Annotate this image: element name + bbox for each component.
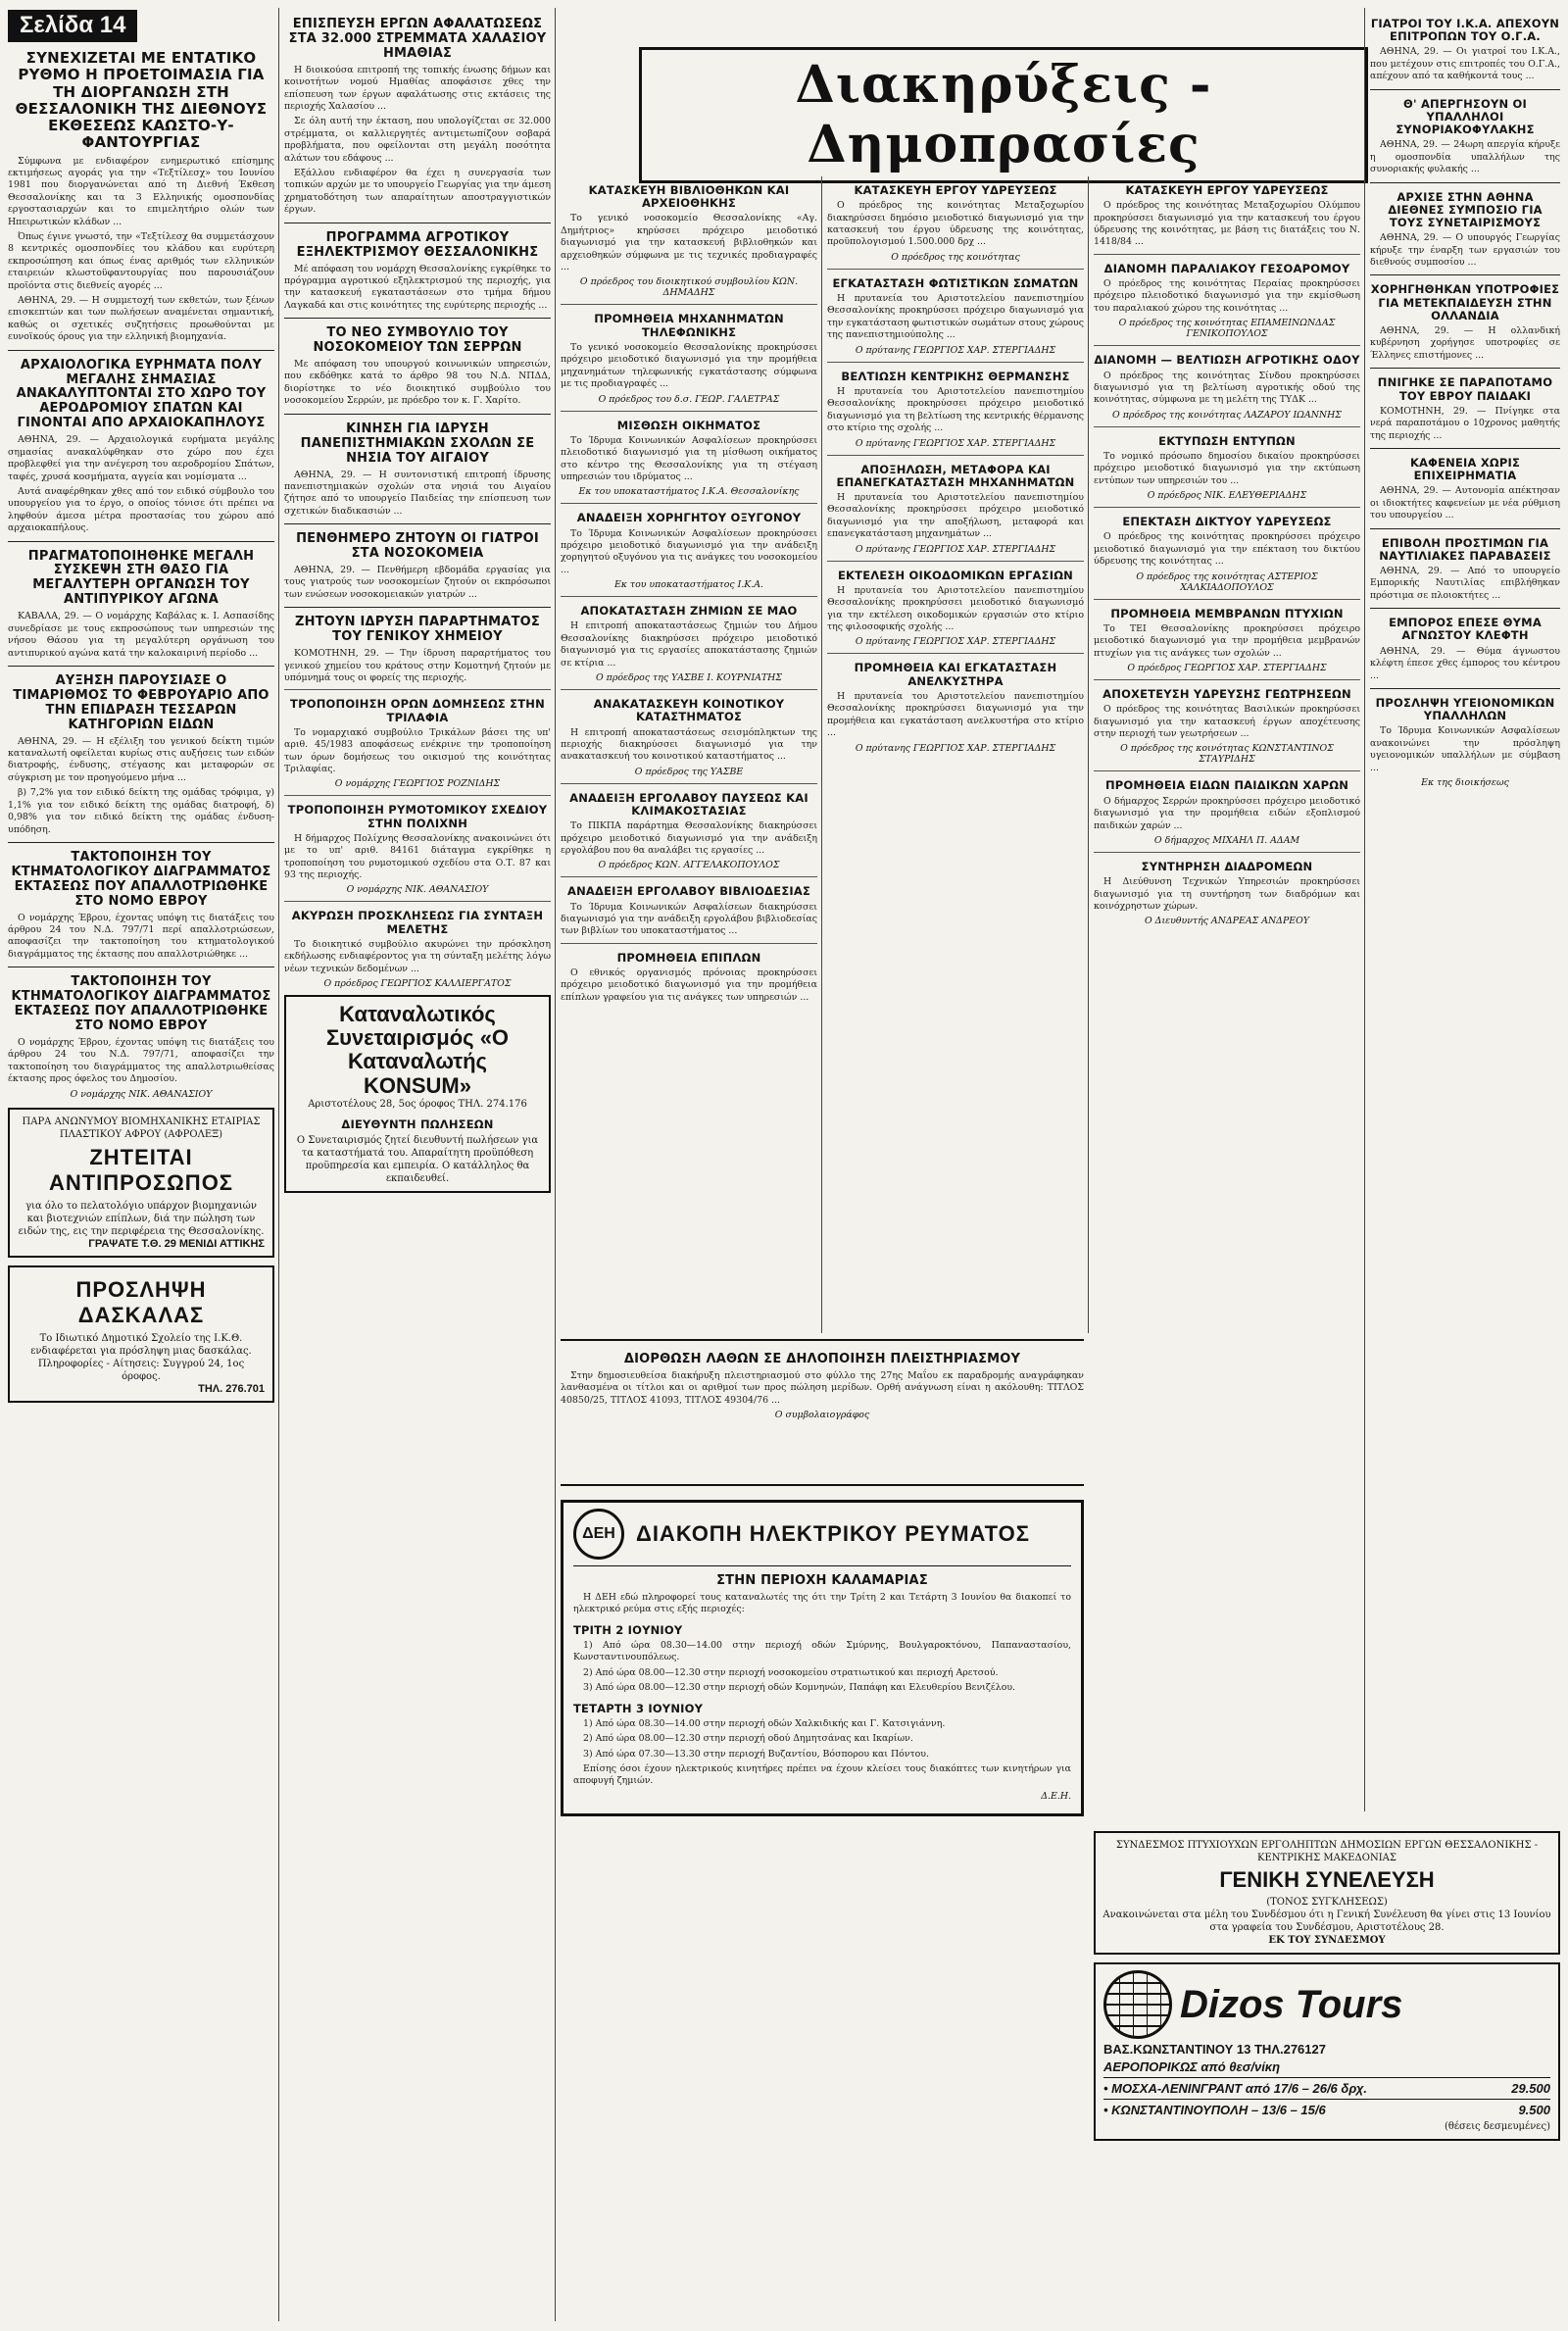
banner-wrap [639, 47, 1368, 187]
signature: Ο πρόεδρος της κοινότητας ΕΠΑΜΕΙΝΩΝΔΑΣ ΓΕΝΙΚΟΠΟΥΛΟΣ [1118, 318, 1336, 340]
column-3 [561, 176, 817, 1333]
signature: Ο πρύτανης ΓΕΩΡΓΙΟΣ ΧΑΡ. ΣΤΕΡΓΙΑΔΗΣ [855, 437, 1056, 449]
headline-drainage: ΑΠΟΧΕΤΕΥΣΗ ΥΔΡΕΥΣΗΣ ΓΕΩΤΡΗΣΕΩΝ [1102, 687, 1351, 702]
tours-address: ΒΑΣ.ΚΩΝΣΤΑΝΤΙΝΟΥ 13 ΤΗΛ.276127 [1103, 2042, 1326, 2057]
notice-text: Το Ίδρυμα Κοινωνικών Ασφαλίσεων προκηρύσσει πρόχειρο μειοδοτικό διαγωνισμό για την ανάδειξη χορηγητού οξυγόνου για τις ανάγκες του νοσοκομείου ... [561, 527, 817, 575]
ad-address: Αριστοτέλους 28, 5ος όροφος ΤΗΛ. 274.176 [308, 1098, 527, 1110]
article-text: ΑΘΗΝΑ, 29. — Ο υπουργός Γεωργίας κήρυξε την έναρξη των εργασιών του διεθνούς συμποσίου ... [1370, 232, 1560, 268]
ad-title: ΖΗΤΕΙΤΑΙ ΑΝΤΙΠΡΟΣΩΠΟΣ [48, 1144, 234, 1195]
divider [1370, 608, 1560, 609]
divider [1370, 688, 1560, 689]
headline-town-plan: ΤΡΟΠΟΠΟΙΗΣΗ ΡΥΜΟΤΟΜΙΚΟΥ ΣΧΕΔΙΟΥ ΣΤΗΝ ΠΟΛΙΧΝΗ [287, 803, 548, 830]
headline-doctors: ΠΕΝΘΗΜΕΡΟ ΖΗΤΟΥΝ ΟΙ ΓΙΑΤΡΟΙ ΣΤΑ ΝΟΣΟΚΟΜΕΙΑ [296, 531, 539, 562]
ad-konsum [284, 995, 551, 1193]
ad-dizos-tours [1094, 1962, 1560, 2141]
headline-building-terms: ΤΡΟΠΟΠΟΙΗΣΗ ΟΡΩΝ ΔΟΜΗΣΕΩΣ ΣΤΗΝ ΤΡΙΛΑΦΙΑ [290, 697, 545, 724]
article-text: Όπως έγινε γνωστό, την «Τεξτίλεσχ θα συμμετάσχουν 8 κεντρικές ομοσπονδίες του κλάδου και ευρύτερη εκπροσώπηση και όπως ένας αριθμός των ελληνικών εταιρειών κλωστοϋφαντουργίας που παρουσιάζουν προϊόντα στις διεθνείς αγορές ... [8, 230, 274, 291]
divider [8, 350, 274, 351]
headline-price-index: ΑΥΞΗΣΗ ΠΑΡΟΥΣΙΑΣΕ Ο ΤΙΜΑΡΙΘΜΟΣ ΤΟ ΦΕΒΡΟΥΑΡΙΟ ΑΠΟ ΤΗΝ ΕΠΙΔΡΑΣΗ ΤΕΣΣΑΡΩΝ ΚΑΤΗΓΟΡΙΩΝ ΕΙΔΩΝ [13, 672, 270, 732]
notice-text: Το γενικό νοσοκομείο Θεσσαλονίκης «Αγ. Δημήτριος» κηρύσσει πρόχειρο μειοδοτικό διαγωνισμό για την κατασκευή βιβλιοθηκών και αρχειοθηκών σύμφωνα με τις τεχνικές προδιαγραφές ... [561, 213, 817, 273]
notice-text: Η πρυτανεία του Αριστοτελείου πανεπιστημίου Θεσσαλονίκης προκηρύσσει μειοδοτικό διαγωνισμό για την εκτέλεση οικοδομικών εργασιών στο κτίριο της φιλοσοφικής σχολής ... [827, 584, 1084, 633]
signature: Εκ του υποκαταστήματος Ι.Κ.Α. Θεσσαλονίκης [578, 486, 800, 498]
notice-text: Το νομικό πρόσωπο δημοσίου δικαίου προκηρύσσει πρόχειρο μειοδοτικό διαγωνισμό για την εκτύπωση εντύπων των υπηρεσιών του ... [1094, 450, 1360, 486]
notice-closing: Επίσης όσοι έχουν ηλεκτρικούς κινητήρες πρέπει να έχουν κλείσει τους διακόπτες των κινητήρων για αποφυγή ζημιών. [573, 1763, 1071, 1787]
notice-header [573, 1509, 1071, 1566]
article-text: Ο νομάρχης Έβρου, έχοντας υπόψη τις διατάξεις του άρθρου 24 του Ν.Δ. 797/71, αποφασίζει την τακτοποίηση του διαγράμματος της απαλλοτριωθείσας έκτασης προς όφελος του Δημοσίου. [8, 1037, 274, 1085]
divider [561, 503, 817, 504]
column-rule [1364, 8, 1365, 1811]
headline-water-works: ΚΑΤΑΣΚΕΥΗ ΕΡΓΟΥ ΥΔΡΕΥΣΕΩΣ [854, 183, 1057, 197]
headline-evros-land-2: ΤΑΚΤΟΠΟΙΗΣΗ ΤΟΥ ΚΤΗΜΑΤΟΛΟΓΙΚΟΥ ΔΙΑΓΡΑΜΜΑΤΟΣ ΕΚΤΑΣΕΩΣ ΠΟΥ ΑΠΑΛΛΟΤΡΙΩΘΗΚΕ ΣΤΟ ΝΟΜΟ ΕΒΡΟΥ [11, 974, 271, 1034]
headline-scholarships: ΧΟΡΗΓΗΘΗΚΑΝ ΥΠΟΤΡΟΦΙΕΣ ΓΙΑ ΜΕΤΕΚΠΑΙΔΕΥΣΗ ΣΤΗΝ ΟΛΛΑΝΔΙΑ [1370, 282, 1560, 322]
signature: Ο δήμαρχος ΜΙΧΑΗΛ Π. ΑΔΑΜ [1153, 834, 1300, 846]
notice-text: Ο πρόεδρος της κοινότητας Περαίας προκηρύσσει πρόχειρο πλειοδοτικό διαγωνισμό για την εκμίσθωση του παραλιακού χώρου της κοινότητας ... [1094, 278, 1360, 314]
divider [1370, 448, 1560, 449]
divider [827, 269, 1084, 270]
tours-price: 29.500 [1511, 2081, 1550, 2096]
article-text: Εξάλλου ενδιαφέρον θα έχει η συνεργασία των τοπικών αρχών με το υπουργείο Γεωργίας για την άμεση χρηματοδότηση των απαραίτητων αποστραγγιστικών έργων. [284, 168, 551, 216]
headline-strike: Θ' ΑΠΕΡΓΗΣΟΥΝ ΟΙ ΥΠΑΛΛΗΛΟΙ ΣΥΝΟΡΙΑΚΟΦΥΛΑΚΗΣ [1396, 96, 1535, 137]
divider [561, 689, 817, 690]
article-text: β) 7,2% για τον ειδικό δείκτη της ομάδας τρόφιμα, γ) 1,1% για τον ειδικό δείκτη της ομάδας διατροφή, δ) 0,98% για τον ειδικό δείκτη της ομάδας ένδυση-υπόδηση. [8, 787, 274, 835]
notice-text: Στην δημοσιευθείσα διακήρυξη πλειστηριασμού στο φύλλο της 27ης Μαΐου εκ παραδρομής αναγράφηκαν λανθασμένα οι τίτλοι και οι αριθμοί των προς πώληση μερίδων. Ορθή ανάγνωση είναι η ακόλουθη: ΤΙΤΛΟΣ 40850/25, ΤΙΤΛΟΣ 41093, ΤΙΤΛΟΣ 49304/76 ... [561, 1369, 1084, 1406]
signature: Ο πρόεδρος της ΥΑΣΒΕ [634, 766, 744, 777]
divider [1094, 254, 1360, 255]
divider [1094, 852, 1360, 853]
article-text: ΚΑΒΑΛΑ, 29. — Ο νομάρχης Καβάλας κ. Ι. Ασπασίδης συνεδρίασε με τους εκπροσώπους των υπηρεσιών της νήσου Θάσου για τη μεγαλύτερη οργάνωση του αντιπυρικού αγώνα κατά την καλοκαιρινή περίοδο ... [8, 611, 274, 659]
headline-elevator: ΠΡΟΜΗΘΕΙΑ ΚΑΙ ΕΓΚΑΤΑΣΤΑΣΗ ΑΝΕΛΚΥΣΤΗΡΑ [854, 661, 1057, 688]
notice-text: Ο πρόεδρος της κοινότητας προκηρύσσει πρόχειρο μειοδοτικό διαγωνισμό για την επέκταση του δικτύου ύδρευσης της κοινότητας ... [1094, 531, 1360, 568]
notice-text: Το Ίδρυμα Κοινωνικών Ασφαλίσεων διακηρύσσει διαγωνισμό για την ανάδειξη εργολάβου βιβλιοδεσίας των βιβλίων του υποκαταστήματος ... [561, 901, 817, 937]
divider [284, 689, 551, 690]
divider [284, 795, 551, 796]
notice-text: Η πρυτανεία του Αριστοτελείου πανεπιστημίου Θεσσαλονίκης προκηρύσσει διαγωνισμό για την προμήθεια και εγκατάσταση ανελκυστήρα στο κτίριο ... [827, 690, 1084, 739]
notice-day-2: ΤΕΤΑΡΤΗ 3 ΙΟΥΝΙΟΥ [573, 1701, 704, 1715]
notice-text: Η πρυτανεία του Αριστοτελείου πανεπιστημίου Θεσσαλονίκης προκηρύσσει πρόχειρο διαγωνισμό για την εγκατάσταση φωτιστικών σωμάτων στους χώρους της πανεπιστημιούπολης ... [827, 293, 1084, 341]
column-rule [555, 8, 556, 2321]
divider [561, 783, 817, 784]
tours-destination: • ΚΩΝΣΤΑΝΤΙΝΟΥΠΟΛΗ – 13/6 – 15/6 [1103, 2103, 1326, 2117]
headline-hospital-board: ΤΟ ΝΕΟ ΣΥΜΒΟΥΛΙΟ ΤΟΥ ΝΟΣΟΚΟΜΕΙΟΥ ΤΩΝ ΣΕΡΡΩΝ [313, 325, 522, 356]
divider [1094, 679, 1360, 680]
notice-text: Ο εθνικός οργανισμός πρόνοιας προκηρύσσει πρόχειρο μειοδοτικό διαγωνισμό για την προμήθεια επίπλων γραφείου για τις ανάγκες των υπηρεσιών ... [561, 967, 817, 1003]
tours-destination: • ΜΟΣΧΑ-ΛΕΝΙΝΓΡΑΝΤ από 17/6 – 26/6 δρχ. [1103, 2081, 1367, 2096]
notice-text: Ο δήμαρχος Σερρών προκηρύσσει πρόχειρο μειοδοτικό διαγωνισμό για την προμήθεια ειδών εξοπλισμού παιδικών χαρών ... [1094, 795, 1360, 831]
page-number-label: Σελίδα 14 [8, 10, 137, 42]
headline-thasos-fire: ΠΡΑΓΜΑΤΟΠΟΙΗΘΗΚΕ ΜΕΓΑΛΗ ΣΥΣΚΕΨΗ ΣΤΗ ΘΑΣΟ ΓΙΑ ΜΕΓΑΛΥΤΕΡΗ ΟΡΓΑΝΩΣΗ ΤΟΥ ΑΝΤΙΠΥΡΙΚΟΥ ΑΓΩΝΑ [27, 548, 255, 608]
bottom-right-ads [1094, 1823, 1560, 2313]
divider [8, 842, 274, 843]
globe-icon [1103, 1970, 1172, 2039]
ad-representative [8, 1108, 274, 1258]
ad-signature: ΕΚ ΤΟΥ ΣΥΝΔΕΣΜΟΥ [1268, 1935, 1386, 1946]
notice-intro: Η ΔΕΗ εδώ πληροφορεί τους καταναλωτές της ότι την Τρίτη 2 και Τετάρτη 3 Ιουνίου θα διακοπεί το ηλεκτρικό ρεύμα στις εξής περιοχές: [573, 1591, 1071, 1615]
notice-text: Ο πρόεδρος της κοινότητας Βασιλικών προκηρύσσει διαγωνισμό για την κατασκευή έργων αποχέτευσης στην περιοχή των γεωτρήσεων ... [1094, 704, 1360, 740]
column-4 [827, 176, 1084, 1333]
signature: Ο πρόεδρος της κοινότητας [891, 251, 1020, 263]
column-rule [821, 176, 822, 1333]
ad-general-assembly [1094, 1831, 1560, 1955]
article-text: ΑΘΗΝΑ, 29. — Πενθήμερη εβδομάδα εργασίας για τους γιατρούς των νοσοκομείων ζητούν οι εκπρόσωποι των ενώσεων νοσοκομειακών γιατρών ... [284, 565, 551, 600]
notice-text: Το νομαρχιακό συμβούλιο Τρικάλων βάσει της υπ' αριθ. 45/1983 αποφάσεως ενέκρινε την τροποποίηση των όρων δομήσεως του οικισμού της κοινότητας Τριλαφίας. [284, 726, 551, 774]
divider [827, 561, 1084, 562]
headline-desalination: ΕΠΙΣΠΕΥΣΗ ΕΡΓΩΝ ΑΦΑΛΑΤΩΣΕΩΣ ΣΤΑ 32.000 ΣΤΡΕΜΜΑΤΑ ΧΑΛΑΣΙΟΥ ΗΜΑΘΙΑΣ [288, 17, 547, 61]
notice-day-1: ΤΡΙΤΗ 2 ΙΟΥΝΙΟΥ [573, 1622, 683, 1637]
headline-phone-machines: ΠΡΟΜΗΘΕΙΑ ΜΗΧΑΝΗΜΑΤΩΝ ΤΗΛΕΦΩΝΙΚΗΣ [594, 312, 784, 339]
ad-title: ΓΕΝΙΚΗ ΣΥΝΕΛΕΥΣΗ [1219, 1867, 1435, 1892]
column-2 [284, 10, 551, 2323]
headline-damages: ΑΠΟΚΑΤΑΣΤΑΣΗ ΖΗΜΙΩΝ ΣΕ ΜΑΟ [580, 604, 798, 619]
ad-phone: ΤΗΛ. 276.701 [198, 1382, 265, 1395]
section-banner [639, 47, 1368, 183]
article-text: Μέ απόφαση του νομάρχη Θεσσαλονίκης εγκρίθηκε το πρόγραμμα αγροτικού εξηλεκτρισμού της περιοχής, για την κατασκευή εγκαταστάσεων στο τμήμα δήμου Λαγκαδά και στις κοινότητες της ευρύτερης περιοχής ... [284, 263, 551, 311]
outage-item: 1) Από ώρα 08.30—14.00 στην περιοχή οδών Χαλκιδικής και Γ. Κατσιγιάννη. [583, 1717, 946, 1729]
signature: Εκ της διοικήσεως [1421, 776, 1509, 788]
outage-item: 3) Από ώρα 08.00—12.30 στην περιοχή οδών Κομνηνών, Παπάφη και Ελευθερίου Βενιζέλου. [583, 1682, 1016, 1694]
divider [284, 318, 551, 319]
article-text: Σε όλη αυτή την έκταση, που υπολογίζεται σε 32.000 στρέμματα, οι καλλιεργητές αντιμετωπίζουν σοβαρά προβλήματα, που οφείλονται στη μεγάλη ποσότητα αλάτων του εδάφους ... [284, 116, 551, 164]
signature: Ο πρόεδρος ΝΙΚ. ΕΛΕΥΘΕΡΙΑΔΗΣ [1147, 490, 1307, 502]
signature: Ο Διευθυντής ΑΝΔΡΕΑΣ ΑΝΔΡΕΟΥ [1145, 916, 1309, 927]
tours-price: 9.500 [1518, 2103, 1550, 2117]
ad-description: Ο Συνεταιρισμός ζητεί διευθυντή πωλήσεων για τα καταστήματά του. Απαραίτητη προϋπόθεση προϋπηρεσία και εμπειρία. Ο κατάλληλος θα εκπαιδευθεί. [296, 1135, 539, 1185]
tours-brand: Dizos Tours [1180, 1982, 1403, 2026]
article-text: Σύμφωνα με ενδιαφέρον ενημερωτικό επίσημης εκτιμήσεως αγοράς για την «Τεξτίλεσχ» του Ιουνίου 1981 που διοργανώνεται από τη Διεθνή Έκθεση Θεσσαλονίκης και τα 3 Ελληνικής ομοσπονδίας εργοστασιαρχών και το επιμελητήριο ολών των Ηπειρωτικών κλάδων ... [8, 155, 274, 227]
signature: Ο νομάρχης ΝΙΚ. ΑΘΑΝΑΣΙΟΥ [346, 884, 489, 896]
article-text: ΑΘΗΝΑ, 29. — Η ολλανδική κυβέρνηση χορήγησε υποτροφίες σε Έλληνες επιστήμονες ... [1370, 325, 1560, 361]
headline-electrification: ΠΡΟΓΡΑΜΜΑ ΑΓΡΟΤΙΚΟΥ ΕΞΗΛΕΚΤΡΙΣΜΟΥ ΘΕΣΣΑΛΟΝΙΚΗΣ [296, 229, 539, 260]
notice-text: Το ΤΕΙ Θεσσαλονίκης προκηρύσσει πρόχειρο μειοδοτικό διαγωνισμό για την προμήθεια μεμβρανών πτυχίων για τις ανάγκες των σχολών ... [1094, 622, 1360, 659]
headline-hiring: ΠΡΟΣΛΗΨΗ ΥΓΕΙΟΝΟΜΙΚΩΝ ΥΠΑΛΛΗΛΩΝ [1375, 695, 1555, 723]
ad-contact: ΓΡΑΨΑΤΕ Τ.Θ. 29 ΜΕΝΙΔΙ ΑΤΤΙΚΗΣ [88, 1237, 265, 1250]
headline-contractor: ΑΝΑΔΕΙΞΗ ΕΡΓΟΛΑΒΟΥ ΠΑΥΣΕΩΣ ΚΑΙ ΚΛΙΜΑΚΟΣΤΑΣΙΑΣ [569, 790, 808, 818]
divider [561, 304, 817, 305]
tours-note: (θέσεις δεσμευμένες) [1444, 2121, 1550, 2132]
ad-title: ΠΡΟΣΛΗΨΗ ΔΑΣΚΑΛΑΣ [75, 1276, 207, 1327]
notice-text: Η επιτροπή αποκαταστάσεως ζημιών του Δήμου Θεσσαλονίκης διακηρύσσει πρόχειρο μειοδοτικό διαγωνισμό για τις εργασίες αποκατάστασης ζημιών σε κτίρια ... [561, 620, 817, 669]
divider [827, 362, 1084, 363]
signature: Ο πρύτανης ΓΕΩΡΓΙΟΣ ΧΑΡ. ΣΤΕΡΓΙΑΔΗΣ [855, 543, 1056, 555]
notice-area: ΣΤΗΝ ΠΕΡΙΟΧΗ ΚΑΛΑΜΑΡΙΑΣ [716, 1573, 928, 1588]
divider [561, 943, 817, 944]
article-text: Ο νομάρχης Έβρου, έχοντας υπόψη τις διατάξεις του άρθρου 24 του Ν.Δ. 797/71 περί απαλλοτριώσεων, αποφασίζει την τακτοποίηση του κτηματολογικού διαγράμματος της έκτασης που απαλλοτριώθηκε ... [8, 912, 274, 960]
headline-beach-lease: ΔΙΑΝΟΜΗ ΠΑΡΑΛΙΑΚΟΥ ΓΕΣΟΑΡΟΜΟΥ [1103, 261, 1350, 275]
headline-bookbinding: ΑΝΑΔΕΙΞΗ ΕΡΓΟΛΑΒΟΥ ΒΙΒΛΙΟΔΕΣΙΑΣ [566, 884, 811, 899]
divider [284, 414, 551, 415]
divider [284, 607, 551, 608]
ad-title: Καταναλωτικός Συνεταιρισμός «Ο Καταναλωτής KONSUM» [325, 1002, 510, 1098]
outage-item: 3) Από ώρα 07.30—13.30 στην περιοχή Βυζαντίου, Βόσπορου και Πόντου. [583, 1748, 929, 1760]
power-outage-notice [561, 1500, 1084, 1816]
signature: Ο πρύτανης ΓΕΩΡΓΙΟΣ ΧΑΡ. ΣΤΕΡΓΙΑΔΗΣ [855, 742, 1056, 754]
divider [284, 901, 551, 902]
divider [8, 541, 274, 542]
signature: Ο πρόεδρος της κοινότητας ΛΑΖΑΡΟΥ ΙΩΑΝΝΗΣ [1112, 409, 1342, 421]
article-text: ΑΘΗΝΑ, 29. — Η εξέλιξη του γενικού δείκτη τιμών καταναλωτή οφείλεται κυρίως στις αυξήσεις των ειδών διατροφής, ένδυσης, στέγασης και μεταφορών σε σύγκριση με τον προηγούμενο μήνα ... [8, 735, 274, 783]
divider [1370, 528, 1560, 529]
column-6 [1370, 10, 1560, 1813]
divider [1094, 770, 1360, 771]
tours-offer [1103, 2077, 1550, 2099]
headline-construction: ΕΚΤΕΛΕΣΗ ΟΙΚΟΔΟΜΙΚΩΝ ΕΡΓΑΣΙΩΝ [837, 568, 1073, 582]
outage-item: 1) Από ώρα 08.30—14.00 στην περιοχή οδών Σμύρνης, Βουλγαροκτόνου, Παπαναστασίου, Κωνσταντινουπόλεως. [573, 1639, 1071, 1663]
divider [284, 523, 551, 524]
tours-offer [1103, 2099, 1550, 2120]
article-text: Με απόφαση του υπουργού κοινωνικών υπηρεσιών, που εκδόθηκε κατά το άρθρο 98 του Ν.Δ. ΝΠΔΔ, διορίστηκε το νέο διοικητικό συμβούλιο του νοσοκομείου Σερρών, με πρόεδρο τον κ. Γ. Χαρίτο. [284, 359, 551, 407]
column-rule [278, 8, 279, 2321]
tours-heading: ΑΕΡΟΠΟΡΙΚΩΣ από θεσ/νίκη [1103, 2059, 1281, 2074]
headline-ika-doctors: ΓΙΑΤΡΟΙ ΤΟΥ Ι.Κ.Α. ΑΠΕΧΟΥΝ ΕΠΙΤΡΟΠΩΝ ΤΟΥ Ο.Γ.Α. [1370, 17, 1560, 44]
divider [561, 411, 817, 412]
headline-lease: ΜΙΣΘΩΣΗ ΟΙΚΗΜΑΤΟΣ [616, 418, 761, 432]
headline-chem-lab: ΖΗΤΟΥΝ ΙΔΡΥΣΗ ΠΑΡΑΡΤΗΜΑΤΟΣ ΤΟΥ ΓΕΝΙΚΟΥ ΧΗΜΕΙΟΥ [295, 615, 540, 645]
notice-text: Η επιτροπή αποκαταστάσεως σεισμόπληκτων της περιοχής διακηρύσσει διαγωνισμό για την ανακατασκευή του κοινοτικού καταστήματος ... [561, 726, 817, 763]
headline-rebuild: ΑΝΑΚΑΤΑΣΚΕΥΗ ΚΟΙΝΟΤΙΚΟΥ ΚΑΤΑΣΤΗΜΑΤΟΣ [593, 697, 785, 724]
headline-correction: ΔΙΟΡΘΩΣΗ ΛΑΘΩΝ ΣΕ ΔΗΛΟΠΟΙΗΣΗ ΠΛΕΙΣΤΗΡΙΑΣΜΟΥ [623, 1352, 1021, 1366]
article-text: ΚΟΜΟΤΗΝΗ, 29. — Πνίγηκε στα νερά παραποτάμου ο 10χρονος μαθητής της περιοχής ... [1370, 405, 1560, 441]
signature: Ο πρόεδρος της ΥΑΣΒΕ Ι. ΚΟΥΡΝΙΑΤΗΣ [596, 672, 782, 684]
headline-cafes: ΚΑΦΕΝΕΙΑ ΧΩΡΙΣ ΕΠΙΧΕΙΡΗΜΑΤΙΑ [1409, 455, 1521, 483]
notice-text: Το ΠΙΚΠΑ παράρτημα Θεσσαλονίκης διακηρύσσει πρόχειρο μειοδοτικό διαγωνισμό για την ανάδειξη εργολάβου που θα αναλάβει τις εργασίες ... [561, 820, 817, 856]
headline-fines: ΕΠΙΒΟΛΗ ΠΡΟΣΤΙΜΩΝ ΓΙΑ ΝΑΥΤΙΛΙΑΚΕΣ ΠΑΡΑΒΑΣΕΙΣ [1379, 535, 1551, 563]
headline-cancellation: ΑΚΥΡΩΣΗ ΠΡΟΣΚΛΗΣΕΩΣ ΓΙΑ ΣΥΝΤΑΞΗ ΜΕΛΕΤΗΣ [291, 909, 544, 936]
headline-archaeology: ΑΡΧΑΙΟΛΟΓΙΚΑ ΕΥΡΗΜΑΤΑ ΠΟΛΥ ΜΕΓΑΛΗΣ ΣΗΜΑΣΙΑΣ ΑΝΑΚΑΛΥΠΤΟΝΤΑΙ ΣΤΟ ΧΩΡΟ ΤΟΥ ΑΕΡΟΔΡΟΜΙΟΥ ΣΠΑΤΩΝ ΚΑΙ ΓΙΝΟΝΤΑΙ ΑΠΟ ΑΡΧΑΙΟΚΑΠΗΛΟΥΣ [16, 357, 267, 431]
ad-subtitle: (ΤΟΝΟΣ ΣΥΓΚΛΗΣΕΩΣ) [1266, 1897, 1388, 1908]
divider [1094, 507, 1360, 508]
article-text: ΑΘΗΝΑ, 29. — Θύμα άγνωστου κλέφτη έπεσε χθες έμπορος του κέντρου ... [1370, 645, 1560, 681]
headline-heating: ΒΕΛΤΙΩΣΗ ΚΕΝΤΡΙΚΗΣ ΘΕΡΜΑΝΣΗΣ [841, 369, 1070, 383]
signature: Ο πρύτανης ΓΕΩΡΓΙΟΣ ΧΑΡ. ΣΤΕΡΓΙΑΔΗΣ [855, 344, 1056, 356]
signature: Ο πρόεδρος ΓΕΩΡΓΙΟΣ ΚΑΛΛΙΕΡΓΑΤΟΣ [323, 978, 512, 990]
outage-item: 2) Από ώρα 08.00—12.30 στην περιοχή νοσοκομείου στρατιωτικού και περιοχή Αρετσού. [583, 1666, 999, 1678]
signature: Ο πρόεδρος της κοινότητας ΑΣΤΕΡΙΟΣ ΧΑΛΚΙΑΔΟΠΟΥΛΟΣ [1136, 570, 1318, 593]
notice-text: Ο πρόεδρος της κοινότητας Μεταξοχωρίου Ολύμπου προκηρύσσει διαγωνισμό για την κατασκευή του έργου ύδρευσης της κοινότητας, με βάση τις διατάξεις του Ν. 1418/84 ... [1094, 200, 1360, 248]
signature: Εκ του υποκαταστήματος Ι.Κ.Α. [613, 579, 764, 591]
signature: Ο συμβολαιογράφος [774, 1410, 870, 1421]
notice-text: Το διοικητικό συμβούλιο ακυρώνει την πρόσκληση εκδήλωσης ενδιαφέροντος για τη σύνταξη μελέτης λόγω νέων τεχνικών δεδομένων ... [284, 938, 551, 974]
tours-logo [1103, 1970, 1550, 2039]
divider [8, 666, 274, 667]
notice-text: Το Ίδρυμα Κοινωνικών Ασφαλίσεων προκηρύσσει πλειοδοτικό διαγωνισμό για τη μίσθωση οικήματος στο κέντρο της Θεσσαλονίκης για τη στέγαση υπηρεσιών του ιδρύματος ... [561, 434, 817, 482]
signature: Ο πρύτανης ΓΕΩΡΓΙΟΣ ΧΑΡ. ΣΤΕΡΓΙΑΔΗΣ [855, 636, 1056, 648]
notice-text: Η Διεύθυνση Τεχνικών Υπηρεσιών προκηρύσσει διαγωνισμό για τη συντήρηση των διαδρόμων και κοινόχρηστων χώρων. [1094, 876, 1360, 912]
signature: Ο πρόεδρος ΚΩΝ. ΑΓΓΕΛΑΚΟΠΟΥΛΟΣ [598, 860, 780, 871]
ad-org: ΣΥΝΔΕΣΜΟΣ ΠΤΥΧΙΟΥΧΩΝ ΕΡΓΟΛΗΠΤΩΝ ΔΗΜΟΣΙΩΝ ΕΡΓΩΝ ΘΕΣΣΑΛΟΝΙΚΗΣ - ΚΕΝΤΡΙΚΗΣ ΜΑΚΕΔΟΝΙΑΣ [1115, 1840, 1539, 1863]
signature: Ο πρόεδρος του δ.σ. ΓΕΩΡ. ΓΑΛΕΤΡΑΣ [598, 393, 780, 405]
divider [1094, 426, 1360, 427]
dei-logo-icon: ΔΕΗ [573, 1509, 624, 1560]
divider [1094, 345, 1360, 346]
dei-notice-wrap [561, 1492, 1084, 2311]
article-text: ΑΘΗΝΑ, 29. — Από το υπουργείο Εμπορικής Ναυτιλίας επιβλήθηκαν πρόστιμα σε πλοιοκτήτες ... [1370, 566, 1560, 601]
ad-heading: ΔΙΕΥΘΥΝΤΗ ΠΩΛΗΣΕΩΝ [341, 1116, 494, 1131]
notice-text: Η πρυτανεία του Αριστοτελείου πανεπιστημίου Θεσσαλονίκης προκηρύσσει πρόχειρο μειοδοτικό διαγωνισμό για τη βελτίωση της κεντρικής θέρμανσης στο κτίριο της σχολής ... [827, 385, 1084, 434]
article-text: ΑΘΗΝΑ, 29. — Η συντονιστική επιτροπή ίδρυσης πανεπιστημιακών σχολών στα νησιά του Αιγαίου ζήτησε από το υπουργείο Παιδείας την επίσπευση των σχετικών διαδικασιών ... [284, 469, 551, 517]
article-text: Η διοικούσα επιτροπή της τοπικής ένωσης δήμων και κοινοτήτων νομού Ημαθίας αποφάσισε χθες την επίσπευση των έργων αφαλάτωσης στις εκτάσεις της περιοχής Χαλασίου ... [284, 64, 551, 113]
signature: Δ.Ε.Η. [1041, 1790, 1071, 1802]
notice-text: Ο πρόεδρος της κοινότητας Μεταξοχωρίου διακηρύσσει δημόσιο μειοδοτικό διαγωνισμό για την κατασκευή του έργου ύδρευσης της κοινότητας, προϋπολογισμού 1.500.000 δρχ ... [827, 200, 1084, 248]
notice-title: ΔΙΑΚΟΠΗ ΗΛΕΚΤΡΙΚΟΥ ΡΕΥΜΑΤΟΣ [636, 1521, 1030, 1546]
notice-text: Ο πρόεδρος της κοινότητας Σίνδου προκηρύσσει διαγωνισμό για τη βελτίωση αγροτικής οδού της κοινότητας, σύμφωνα με τη μελέτη της ΤΥΔΚ ... [1094, 370, 1360, 406]
headline-printing: ΕΚΤΥΠΩΣΗ ΕΝΤΥΠΩΝ [1158, 433, 1296, 448]
article-text: ΑΘΗΝΑ, 29. — Αρχαιολογικά ευρήματα μεγάλης σημασίας ανακαλύφθηκαν στο χώρο που έχει προβλεφθεί για την ανέγερση του αεροδρομίου Σπάτων, ταφές, χρυσά κοσμήματα, αγγεία και νομίσματα ... [8, 434, 274, 482]
article-text: Το Ίδρυμα Κοινωνικών Ασφαλίσεων ανακοινώνει την πρόσληψη υγειονομικών υπαλλήλων με σύμβαση ... [1370, 725, 1560, 773]
article-text: ΑΘΗΝΑ, 29. — Οι γιατροί του Ι.Κ.Α., που μετέχουν στις επιτροπές του Ο.Γ.Α., απέχουν από τα καθήκοντά τους ... [1370, 46, 1560, 82]
article-text: ΑΘΗΝΑ, 29. — Αυτονομία απέκτησαν οι ιδιοκτήτες καφενείων με νέα ρύθμιση του υπουργείου ... [1370, 485, 1560, 521]
divider [1370, 89, 1560, 90]
article-text: ΚΟΜΟΤΗΝΗ, 29. — Την ίδρυση παραρτήματος του γενικού χημείου του κράτους στην Κομοτηνή ζητούν με υπόμνημά τους οι φορείς της περιοχής. [284, 648, 551, 683]
signature: Ο πρόεδρος του διοικητικού συμβουλίου ΚΩΝ. ΔΗΜΑΔΗΣ [579, 276, 799, 299]
column-1 [8, 10, 274, 2323]
divider [561, 876, 817, 877]
headline-symposium: ΑΡΧΙΣΕ ΣΤΗΝ ΑΘΗΝΑ ΔΙΕΘΝΕΣ ΣΥΜΠΟΣΙΟ ΓΙΑ ΤΟΥΣ ΣΥΝΕΤΑΙΡΙΣΜΟΥΣ [1388, 189, 1543, 229]
headline-diplomas: ΠΡΟΜΗΘΕΙΑ ΜΕΜΒΡΑΝΩΝ ΠΤΥΧΙΩΝ [1110, 606, 1344, 620]
signature: Ο νομάρχης ΝΙΚ. ΑΘΑΝΑΣΙΟΥ [70, 1088, 213, 1100]
headline-lighting: ΕΓΚΑΤΑΣΤΑΣΗ ΦΩΤΙΣΤΙΚΩΝ ΣΩΜΑΤΩΝ [832, 275, 1079, 290]
column-rule [1088, 176, 1089, 1333]
headline-maintenance: ΣΥΝΤΗΡΗΣΗ ΔΙΑΔΡΟΜΕΩΝ [1141, 859, 1313, 873]
signature: Ο νομάρχης ΓΕΩΡΓΙΟΣ ΡΟΖΝΙΔΗΣ [334, 778, 501, 790]
section-title: Διακηρύξεις - Δημοπρασίες [795, 55, 1212, 174]
article-text: ΑΘΗΝΑ, 29. — Η συμμετοχή των εκθετών, των ξένων επισκεπτών και των πωλήσεων αναμένεται σημαντική, καθώς οι σχετικές συζητήσεις προωθούνται με ευνοϊκούς όρους για την ελληνική βιομηχανία. [8, 294, 274, 343]
headline-thief: ΕΜΠΟΡΟΣ ΕΠΕΣΕ ΘΥΜΑ ΑΓΝΩΣΤΟΥ ΚΛΕΦΤΗ [1389, 616, 1542, 643]
article-text: ΑΘΗΝΑ, 29. — 24ωρη απεργία κήρυξε η ομοσπονδία υπαλλήλων της συνοριακής φυλακής ... [1370, 139, 1560, 175]
divider [827, 653, 1084, 654]
divider [827, 455, 1084, 456]
ad-description: για όλο το πελατολόγιο υπάρχον βιομηχανιών και βιοτεχνιών επίπλων, διά την πώληση των ειδών της, εις την περιφέρεια της Θεσσαλονίκης. [18, 1200, 265, 1237]
headline-machine-transfer: ΑΠΟΞΗΛΩΣΗ, ΜΕΤΑΦΟΡΑ ΚΑΙ ΕΠΑΝΕΓΚΑΤΑΣΤΑΣΗ ΜΗΧΑΝΗΜΑΤΩΝ [836, 462, 1075, 489]
outage-item: 2) Από ώρα 08.00—12.30 στην περιοχή οδού Δημητσάνας και Ικαρίων. [583, 1733, 913, 1745]
notice-text: Η πρυτανεία του Αριστοτελείου πανεπιστημίου Θεσσαλονίκης προκηρύσσει πρόχειρο μειοδοτικό διαγωνισμό για την αποξήλωση, μεταφορά και επανεγκατάσταση μηχανημάτων ... [827, 491, 1084, 540]
divider [1370, 182, 1560, 183]
notice-text: Η δήμαρχος Πολίχνης Θεσσαλονίκης ανακοινώνει ότι με το υπ' αριθ. 84161 διάταγμα εγκρίθηκε η τροποποίηση του ρυμοτομικού σχεδίου στα Ο.Τ. 87 και 93 της περιοχής. [284, 832, 551, 881]
divider [1370, 274, 1560, 275]
signature: Ο πρόεδρος της κοινότητας ΚΩΝΣΤΑΝΤΙΝΟΣ ΣΤΑΥΡΙΔΗΣ [1120, 743, 1334, 766]
headline-library: ΚΑΤΑΣΚΕΥΗ ΒΙΒΛΙΟΘΗΚΩΝ ΚΑΙ ΑΡΧΕΙΟΘΗΚΗΣ [588, 183, 790, 211]
headline-furniture: ΠΡΟΜΗΘΕΙΑ ΕΠΙΠΛΩΝ [616, 950, 761, 965]
ad-teacher [8, 1265, 274, 1403]
divider [1370, 368, 1560, 369]
correction-notice [561, 1339, 1084, 1486]
headline-rural-road: ΔΙΑΝΟΜΗ — ΒΕΛΤΙΩΣΗ ΑΓΡΟΤΙΚΗΣ ΟΔΟΥ [1094, 353, 1360, 368]
headline-oxygen: ΑΝΑΔΕΙΞΗ ΧΟΡΗΓΗΤΟΥ ΟΞΥΓΟΝΟΥ [576, 511, 802, 525]
ad-company: ΠΑΡΑ ΑΝΩΝΥΜΟΥ ΒΙΟΜΗΧΑΝΙΚΗΣ ΕΤΑΙΡΙΑΣ ΠΛΑΣΤΙΚΟΥ ΑΦΡΟΥ (ΑΦΡΟΛΕΞ) [22, 1116, 261, 1140]
headline-evros-land-1: ΤΑΚΤΟΠΟΙΗΣΗ ΤΟΥ ΚΤΗΜΑΤΟΛΟΓΙΚΟΥ ΔΙΑΓΡΑΜΜΑΤΟΣ ΕΚΤΑΣΕΩΣ ΠΟΥ ΑΠΑΛΛΟΤΡΙΩΘΗΚΕ ΣΤΟ ΝΟΜΟ ΕΒΡΟΥ [11, 849, 271, 909]
headline-playground: ΠΡΟΜΗΘΕΙΑ ΕΙΔΩΝ ΠΑΙΔΙΚΩΝ ΧΑΡΩΝ [1104, 778, 1349, 793]
ad-description: Το Ιδιωτικό Δημοτικό Σχολείο της Ι.Κ.Θ. ενδιαφέρεται για πρόσληψη μιας δασκάλας. Πληροφορίες - Αίτησεις: Συγγρού 24, 1ος όροφος. [30, 1332, 252, 1382]
divider [1094, 599, 1360, 600]
signature: Ο πρόεδρος ΓΕΩΡΓΙΟΣ ΧΑΡ. ΣΤΕΡΓΙΑΔΗΣ [1127, 663, 1327, 674]
article-text: Αυτά αναφέρθηκαν χθες από τον ειδικό σύμβουλο του υπουργείου για το έργο, ο οποίος τόνισε ότι πρέπει να ληφθούν άμεσα μέτρα προστασίας του χώρου από αρχαιοκαπήλους. [8, 485, 274, 534]
headline-drowning: ΠΝΙΓΗΚΕ ΣΕ ΠΑΡΑΠΟΤΑΜΟ ΤΟΥ ΕΒΡΟΥ ΠΑΙΔΑΚΙ [1377, 375, 1553, 403]
headline-university: ΚΙΝΗΣΗ ΓΙΑ ΙΔΡΥΣΗ ΠΑΝΕΠΙΣΤΗΜΙΑΚΩΝ ΣΧΟΛΩΝ ΣΕ ΝΗΣΙΑ ΤΟΥ ΑΙΓΑΙΟΥ [300, 421, 535, 466]
headline-textile-fair: ΣΥΝΕΧΙΖΕΤΑΙ ΜΕ ΕΝΤΑΤΙΚΟ ΡΥΘΜΟ Η ΠΡΟΕΤΟΙΜΑΣΙΑ ΓΙΑ ΤΗ ΔΙΟΡΓΑΝΩΣΗ ΣΤΗ ΘΕΣΣΑΛΟΝΙΚΗ ΤΗΣ ΔΙΕΘΝΟΥΣ ΕΚΘΕΣΕΩΣ ΚΑΩΣΤΟ-Υ-ΦΑΝΤΟΥΡΓΙΑΣ [15, 49, 268, 152]
ad-description: Ανακοινώνεται στα μέλη του Συνδέσμου ότι η Γενική Συνέλευση θα γίνει στις 13 Ιουνίου στα γραφεία του Συνδέσμου, Αριστοτέλους 28. [1102, 1909, 1551, 1933]
headline-water-supply: ΚΑΤΑΣΚΕΥΗ ΕΡΓΟΥ ΥΔΡΕΥΣΕΩΣ [1125, 183, 1329, 197]
divider [561, 596, 817, 597]
notice-text: Το γενικό νοσοκομείο Θεσσαλονίκης προκηρύσσει πρόχειρο μειοδοτικό διαγωνισμό για την προμήθεια μηχανημάτων τηλεφωνικής εγκατάστασης σύμφωνα με τις προδιαγραφές ... [561, 341, 817, 390]
headline-water-network: ΕΠΕΚΤΑΣΗ ΔΙΚΤΥΟΥ ΥΔΡΕΥΣΕΩΣ [1122, 515, 1332, 529]
